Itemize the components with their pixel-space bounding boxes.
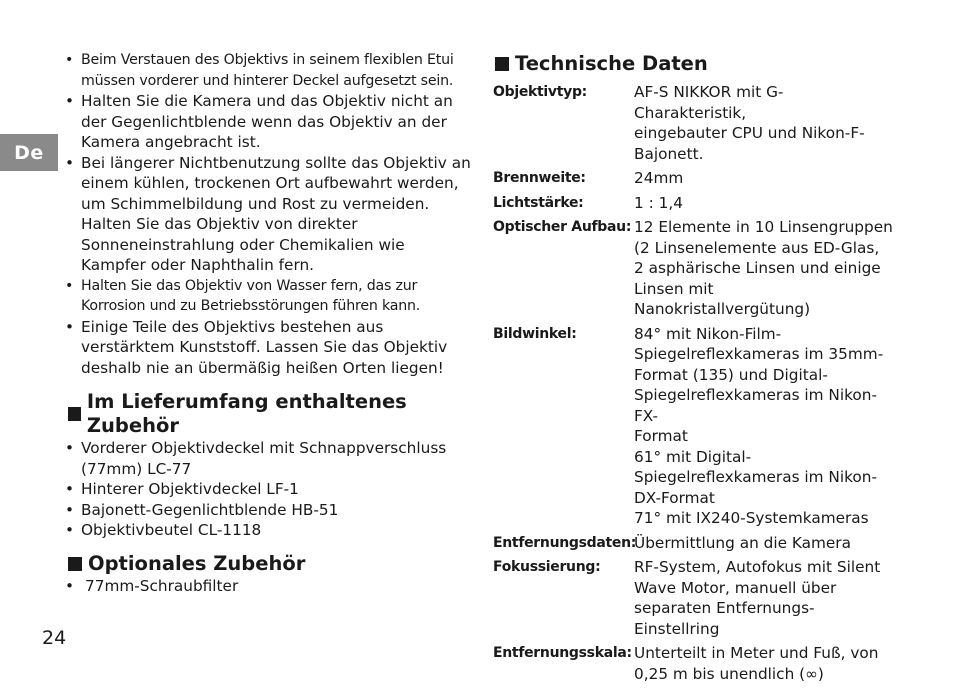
spec-value-line: Format <box>634 427 688 445</box>
spec-value <box>634 82 894 164</box>
spec-value-line: 61° mit Digital- <box>634 447 752 466</box>
accessory-item: • Objektivbeutel CL-1118 <box>64 520 472 541</box>
optional-accessories-heading <box>64 552 472 576</box>
spec-row <box>493 533 913 554</box>
spec-value-line: 1 : 1,4 <box>634 193 683 212</box>
spec-label: Entfernungsskala: <box>493 645 632 661</box>
spec-value <box>634 193 894 214</box>
accessory-item: • Bajonett-Gegenlichtblende HB-51 <box>64 500 472 521</box>
care-note-item: • Halten Sie das Objektiv von Wasser fern, das zur Korrosion und zu Betriebsstörungen führen kann. <box>64 276 472 317</box>
spec-value-line: 71° mit IX240-Systemkameras <box>634 509 869 527</box>
spec-value-line: separaten Entfernungs-Einstellring <box>634 599 815 638</box>
spec-label: Brennweite: <box>493 170 586 186</box>
spec-value-line: 2 asphärische Linsen und einige <box>634 259 881 277</box>
care-note-item: • Bei längerer Nichtbenutzung sollte das Objektiv an einem kühlen, trockenen Ort aufbewahrt werden, um Schimmelbildung und Rost zu vermeiden. Halten Sie das Objektiv von direkter Sonneneinstrahlung oder Chemikalien wie Kampfer oder Naphthalin fern. <box>64 153 472 276</box>
spec-row <box>493 193 913 214</box>
square-bullet-icon <box>495 57 509 71</box>
spec-value-line: Format (135) und Digital- <box>634 365 828 384</box>
spec-row <box>493 217 913 320</box>
optional-accessory-item: • 77mm-Schraubfilter <box>64 576 472 597</box>
spec-label: Lichtstärke: <box>493 194 584 211</box>
spec-value-line: 84° mit Nikon-Film- <box>634 324 782 343</box>
spec-value-line: Bajonett. <box>634 144 704 163</box>
spec-value-line: (2 Linsenelemente aus ED-Glas, <box>634 238 880 257</box>
specifications-table <box>493 82 913 684</box>
spec-label: Bildwinkel: <box>493 325 577 342</box>
spec-value-line: Linsen mit Nanokristallvergütung) <box>634 279 811 318</box>
spec-value-line: eingebauter CPU und Nikon-F- <box>634 124 865 142</box>
spec-value-line: Wave Motor, manuell über <box>634 578 837 597</box>
square-bullet-icon <box>68 407 81 421</box>
specifications-heading-text: Technische Daten <box>515 52 708 75</box>
spec-label: Optischer Aufbau: <box>493 219 632 235</box>
language-tab: De <box>0 134 58 171</box>
spec-value-line: 24mm <box>634 169 684 187</box>
care-note-item: • Halten Sie die Kamera und das Objektiv nicht an der Gegenlichtblende wenn das Objektiv an der Kamera angebracht ist. <box>64 91 472 153</box>
spec-row <box>493 557 913 639</box>
spec-value-line: Übermittlung an die Kamera <box>634 533 851 552</box>
spec-label: Objektivtyp: <box>493 84 587 100</box>
specifications-heading <box>491 52 913 76</box>
square-bullet-icon <box>68 557 82 571</box>
spec-value-line: DX-Format <box>634 488 715 507</box>
spec-value-line: RF-System, Autofokus mit Silent <box>634 558 881 576</box>
spec-label: Entfernungsdaten: <box>493 534 637 551</box>
spec-value <box>634 168 894 189</box>
spec-value-line: AF-S NIKKOR mit G-Charakteristik, <box>634 83 784 122</box>
spec-value <box>634 557 894 639</box>
accessory-item: • Hinterer Objektivdeckel LF-1 <box>64 479 472 500</box>
care-note-item: • Einige Teile des Objektivs bestehen aus verstärktem Kunststoff. Lassen Sie das Objektiv deshalb nie an übermäßig heißen Orten liegen! <box>64 317 472 379</box>
accessories-heading <box>64 390 472 438</box>
accessory-item: • Vorderer Objektivdeckel mit Schnappverschluss (77mm) LC-77 <box>64 438 472 479</box>
spec-value-line: Spiegelreflexkameras im Nikon- <box>634 468 878 486</box>
right-column <box>493 50 913 688</box>
spec-row <box>493 324 913 529</box>
care-note-item: • Beim Verstauen des Objektivs in seinem flexiblen Etui müssen vorderer und hinterer Deckel aufgesetzt sein. <box>64 50 472 91</box>
spec-row <box>493 82 913 164</box>
spec-value-line: Spiegelreflexkameras im Nikon-FX- <box>634 386 878 425</box>
spec-value <box>634 533 894 554</box>
optional-heading-text: Optionales Zubehör <box>88 551 306 575</box>
left-column <box>64 50 472 596</box>
spec-label: Fokussierung: <box>493 559 601 575</box>
spec-row <box>493 168 913 189</box>
optional-accessories-list <box>64 576 472 597</box>
spec-value-line: 12 Elemente in 10 Linsengruppen <box>634 218 893 236</box>
accessories-list <box>64 438 472 541</box>
spec-value-line: 0,25 m bis unendlich (∞) <box>634 664 824 683</box>
spec-value-line: Unterteilt in Meter und Fuß, von <box>634 644 879 662</box>
spec-value-line: Spiegelreflexkameras im 35mm- <box>634 345 884 363</box>
spec-row <box>493 643 913 684</box>
page-number: 24 <box>42 627 67 649</box>
care-notes-list <box>64 50 472 378</box>
accessories-heading-text: Im Lieferumfang enthaltenes Zubehör <box>86 390 407 437</box>
spec-value <box>634 643 894 684</box>
spec-value <box>634 324 894 529</box>
spec-value <box>634 217 894 320</box>
